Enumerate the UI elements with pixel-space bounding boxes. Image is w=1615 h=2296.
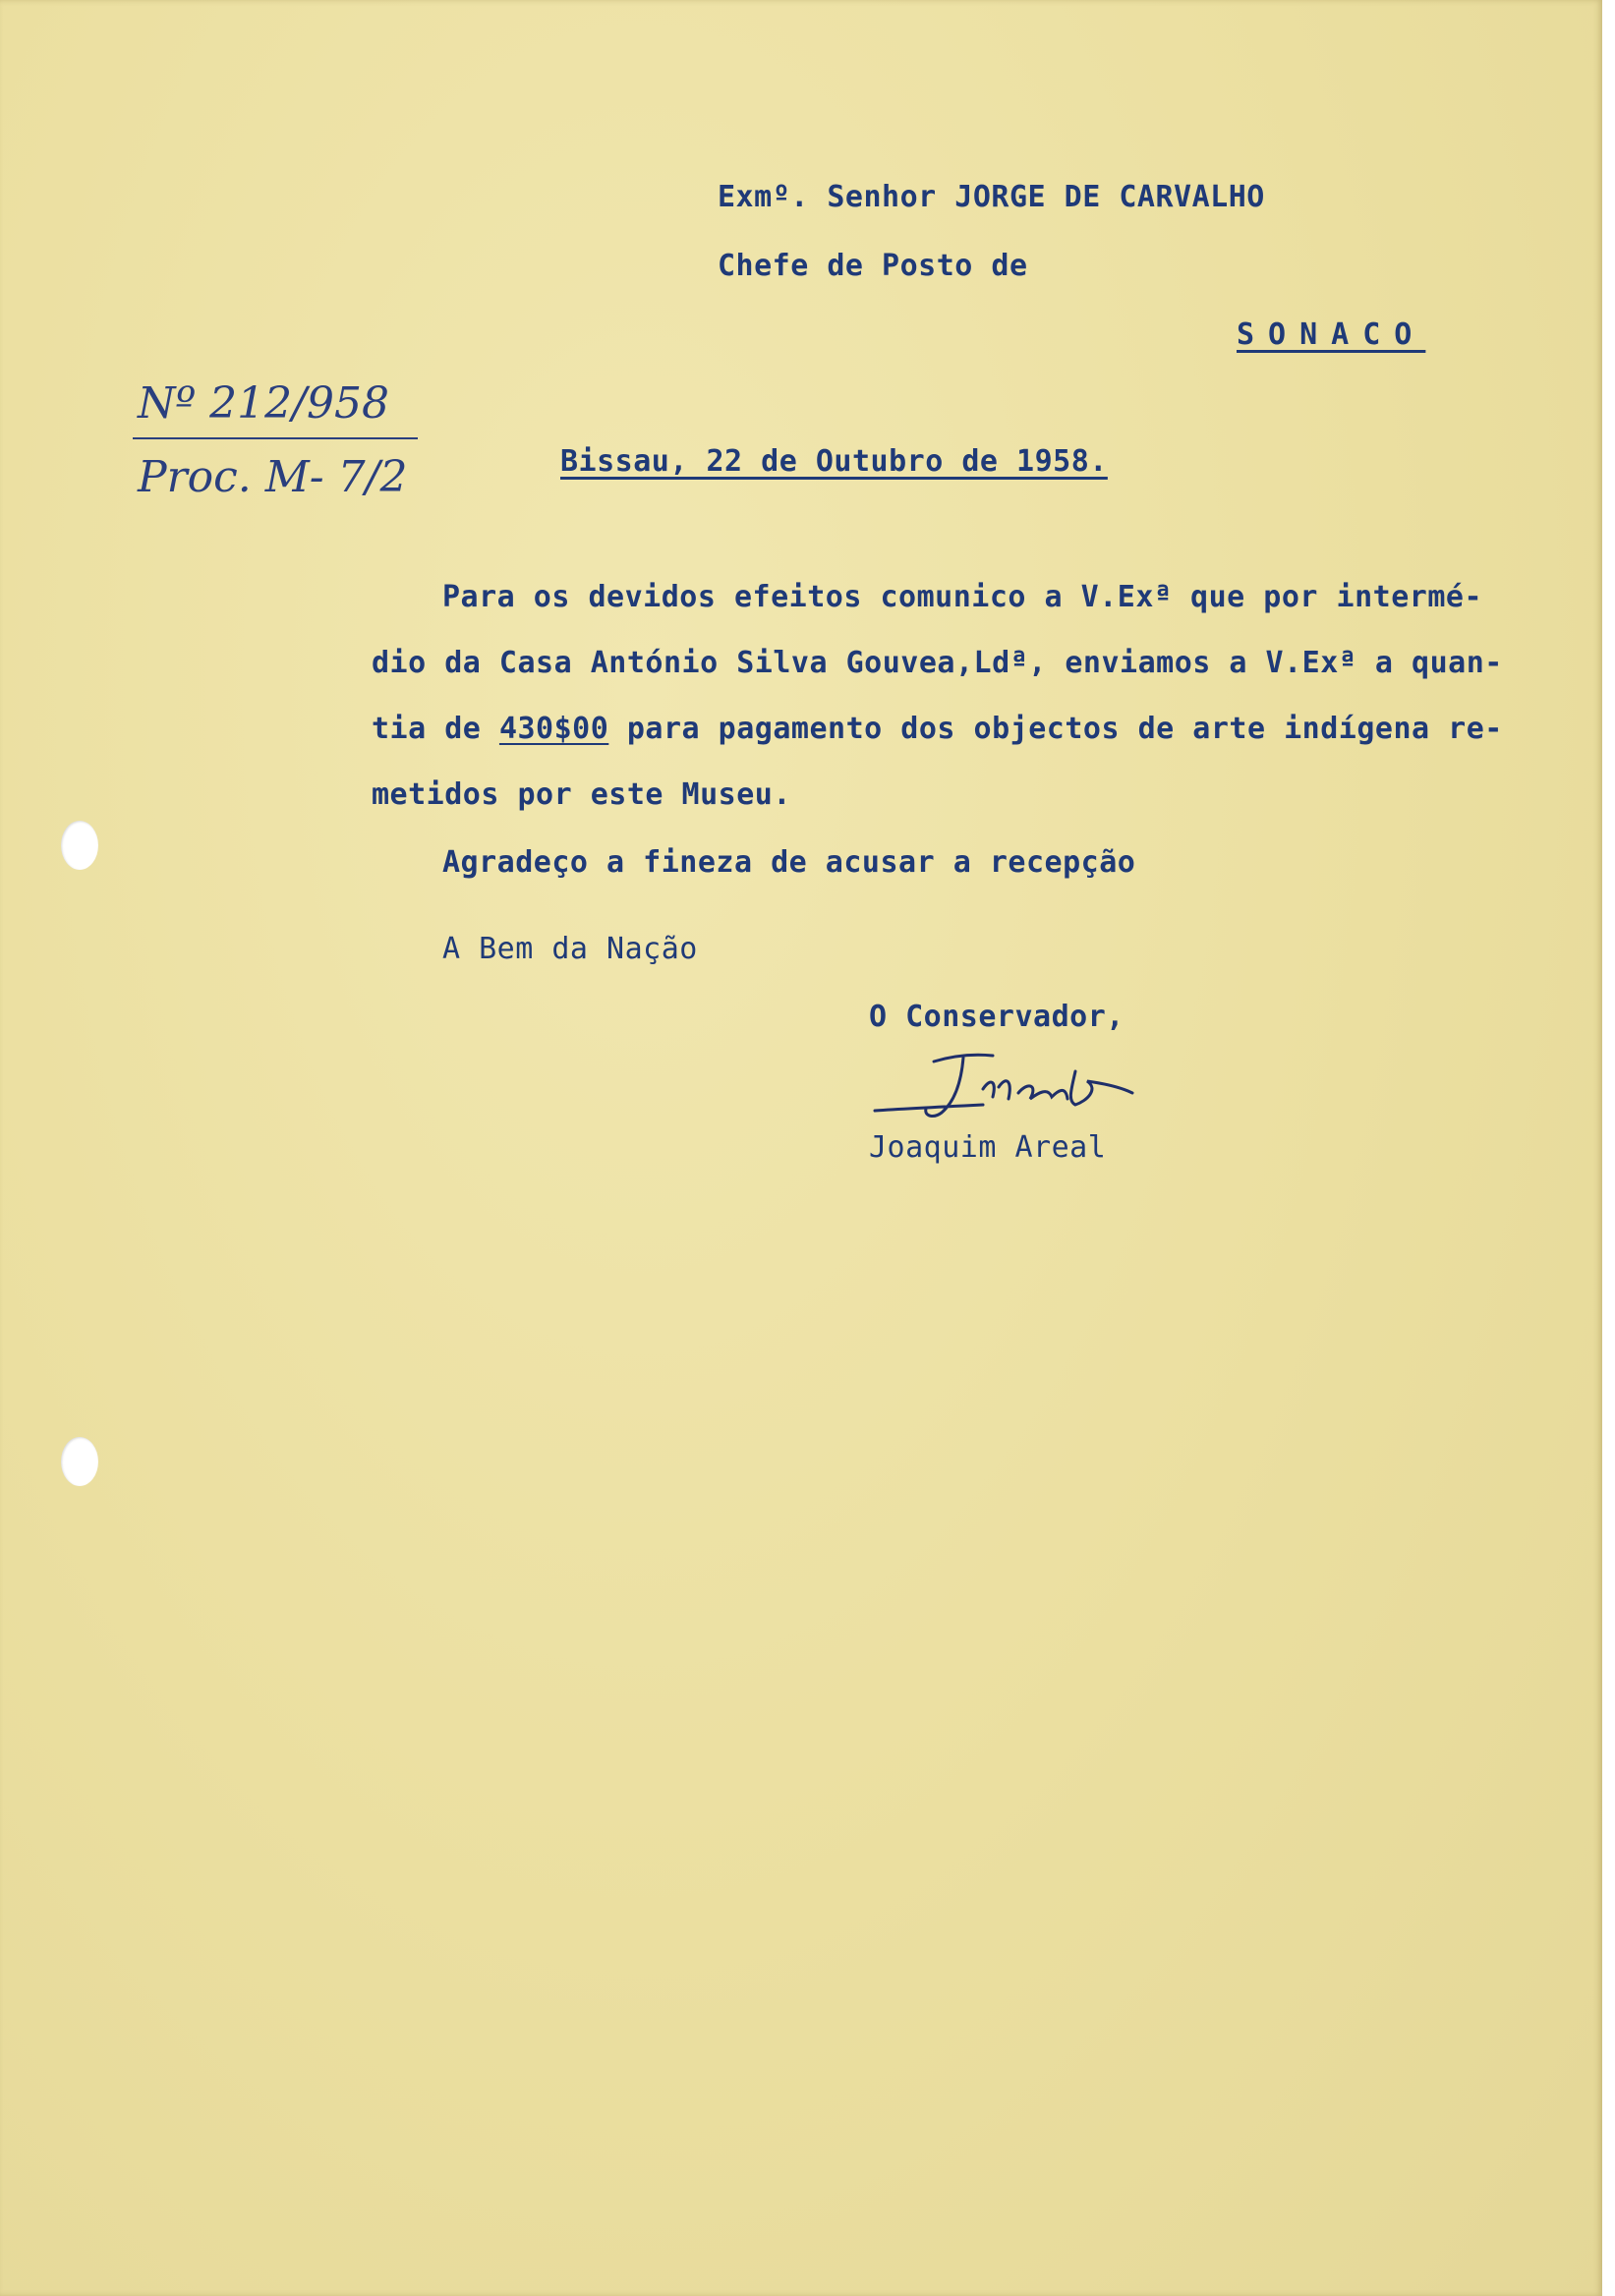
date-line: Bissau, 22 de Outubro de 1958. <box>560 444 1108 479</box>
recipient-position: Chefe de Posto de <box>718 249 1028 283</box>
recipient-salutation: Exmº. Senhor JORGE DE CARVALHO <box>718 180 1265 214</box>
body-line-4: metidos por este Museu. <box>372 777 791 812</box>
punch-hole-top <box>61 821 98 870</box>
handwritten-ref-number: Nº 212/958 <box>138 378 389 429</box>
body-line-1: Para os devidos efeitos comunico a V.Exª que por intermé- <box>442 580 1483 614</box>
amount-value: 430$00 <box>498 712 609 746</box>
recipient-location: SONACO <box>1237 317 1426 352</box>
body-line-3 <box>372 712 1503 746</box>
handwritten-ref-process: Proc. M- 7/2 <box>138 452 408 502</box>
handwritten-ref-rule <box>133 437 418 439</box>
signatory-title: O Conservador, <box>869 1000 1125 1034</box>
body-paragraph-2: Agradeço a fineza de acusar a recepção <box>442 845 1136 880</box>
body-line-3-start: tia de <box>372 712 499 746</box>
handwritten-signature <box>865 1042 1160 1140</box>
body-line-2: dio da Casa António Silva Gouvea,Ldª, enviamos a V.Exª a quan- <box>372 646 1503 680</box>
body-line-3-end: para pagamento dos objectos de arte indígena re- <box>608 712 1503 746</box>
closing-formula: A Bem da Nação <box>442 932 698 966</box>
punch-hole-bottom <box>61 1437 98 1486</box>
signatory-name: Joaquim Areal <box>869 1130 1107 1165</box>
